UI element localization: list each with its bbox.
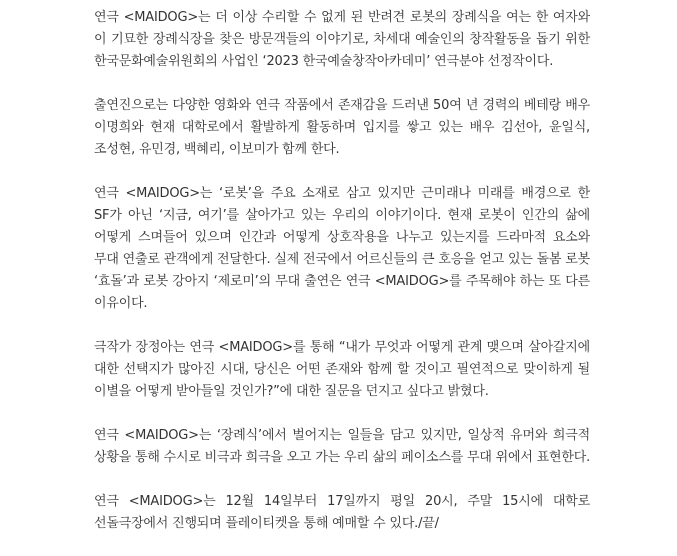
paragraph-theme: 연극 <MAIDOG>는 ‘로봇’을 주요 소재로 삼고 있지만 근미래나 미래를 배경으로 한 SF가 아닌 ‘지금, 여기’를 살아가고 있는 우리의 이야기이다. 현재 로봇이 인간의 삶에 어떻게 스며들어 있으며 인간과 어떻게 상호작용을 나누고 있는지를 드라마적 요소와 무대 연출로 관객에게 전달한다. 실제 전국에서 어르신들의 큰 호응을 얻고 있는 돌봄 로봇 ‘효돌’과 로봇 강아지 ‘제로미’의 무대 출연은 연극 <MAIDOG>를 주목해야 하는 또 다른 이유이다. (94, 186, 591, 311)
paragraph-playwright: 극작가 장정아는 연극 <MAIDOG>를 통해 “내가 무엇과 어떻게 관계 맺으며 살아갈지에 대한 선택지가 많아진 시대, 당신은 어떤 존재와 함께 할 것이고 필연적으로 맞이하게 될 이별을 어떻게 받아들일 것인가?”에 대한 질문을 던지고 싶다고 밝혔다. (94, 340, 590, 399)
paragraph-tone: 연극 <MAIDOG>는 ‘장례식’에서 벌어지는 일들을 담고 있지만, 일상적 유머와 희극적 상황을 통해 수시로 비극과 희극을 오고 가는 우리 삶의 페이소스를 무대 위에서 표현한다. (94, 428, 591, 465)
article-body (94, 7, 590, 535)
paragraph-cast: 출연진으로는 다양한 영화와 연극 작품에서 존재감을 드러낸 50여 년 경력의 베테랑 배우 이명희와 현재 대학로에서 활발하게 활동하며 입지를 쌓고 있는 배우 김선아, 윤일식, 조성현, 유민경, 백혜리, 이보미가 함께 한다. (94, 98, 590, 157)
paragraph-schedule: 연극 <MAIDOG>는 12월 14일부터 17일까지 평일 20시, 주말 15시에 대학로 선돌극장에서 진행되며 플레이티켓을 통해 예매할 수 있다./끝/ (94, 494, 590, 531)
paragraph-intro: 연극 <MAIDOG>는 더 이상 수리할 수 없게 된 반려견 로봇의 장례식을 여는 한 여자와 이 기묘한 장례식장을 찾은 방문객들의 이야기로, 차세대 예술인의 창작활동을 돕기 위한 한국문화예술위원회의 사업인 ‘2023 한국예술창작아카데미’ 연극분야 선정작이다. (94, 10, 590, 69)
